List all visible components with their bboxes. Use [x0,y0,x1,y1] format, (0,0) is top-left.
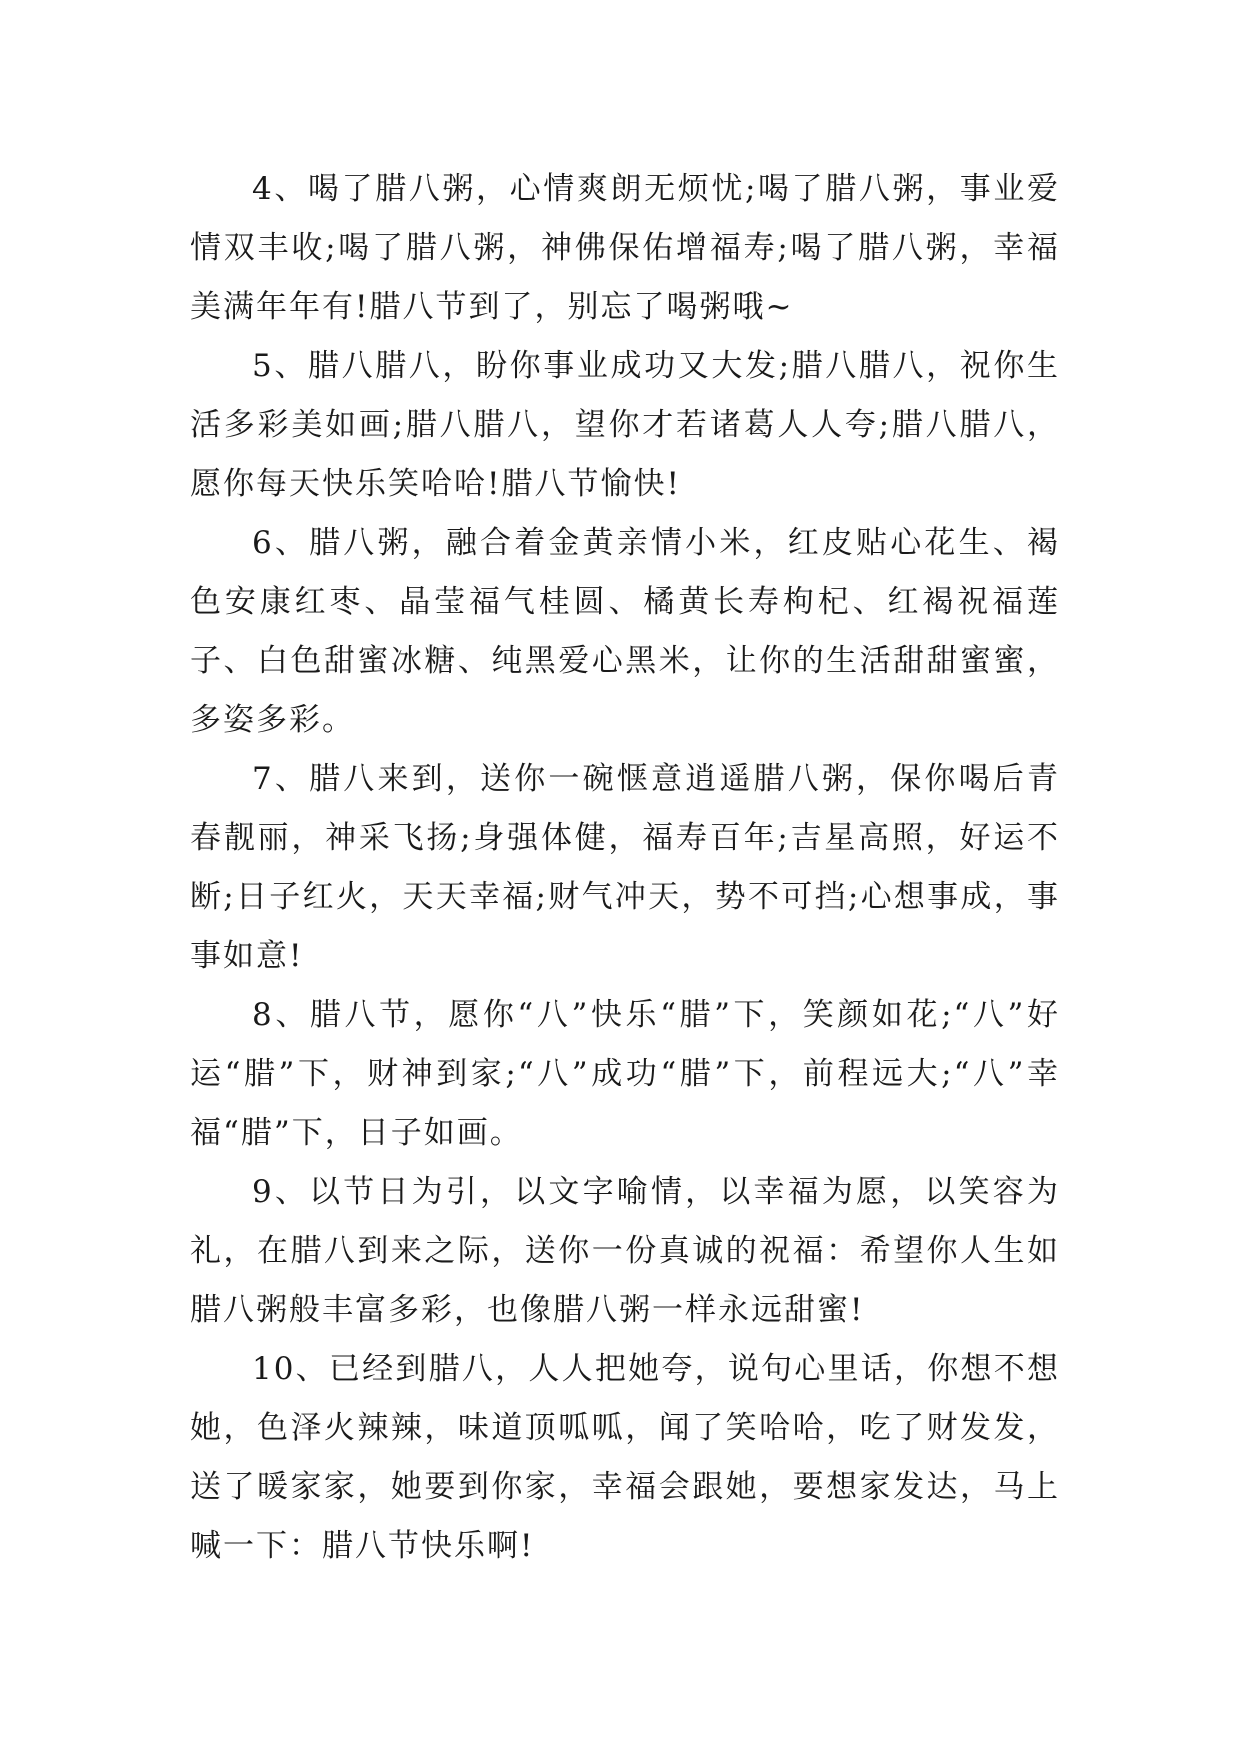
paragraph-10: 10、已经到腊八，人人把她夸，说句心里话，你想不想她，色泽火辣辣，味道顶呱呱，闻了笑哈哈，吃了财发发，送了暖家家，她要到你家，幸福会跟她，要想家发达，马上喊一下：腊八节快乐啊! [190,1351,1060,1564]
paragraph-9: 9、以节日为引，以文字喻情，以幸福为愿，以笑容为礼，在腊八到来之际，送你一份真诚的祝福：希望你人生如腊八粥般丰富多彩，也像腊八粥一样永远甜蜜! [190,1174,1060,1328]
paragraph-5: 5、腊八腊八，盼你事业成功又大发;腊八腊八，祝你生活多彩美如画;腊八腊八，望你才若诸葛人人夸;腊八腊八，愿你每天快乐笑哈哈!腊八节愉快! [190,348,1060,502]
paragraph-4: 4、喝了腊八粥，心情爽朗无烦忧;喝了腊八粥，事业爱情双丰收;喝了腊八粥，神佛保佑增福寿;喝了腊八粥，幸福美满年年有!腊八节到了，别忘了喝粥哦~ [190,171,1060,325]
paragraph-8: 8、腊八节，愿你“八”快乐“腊”下，笑颜如花;“八”好运“腊”下，财神到家;“八”成功“腊”下，前程远大;“八”幸福“腊”下，日子如画。 [190,997,1060,1151]
paragraph-6: 6、腊八粥，融合着金黄亲情小米，红皮贴心花生、褐色安康红枣、晶莹福气桂圆、橘黄长寿枸杞、红褐祝福莲子、白色甜蜜冰糖、纯黑爱心黑米，让你的生活甜甜蜜蜜，多姿多彩。 [190,525,1060,738]
document-body [190,160,1060,1576]
paragraph-7: 7、腊八来到，送你一碗惬意逍遥腊八粥，保你喝后青春靓丽，神采飞扬;身强体健，福寿百年;吉星高照，好运不断;日子红火，天天幸福;财气冲天，势不可挡;心想事成，事事如意! [190,761,1060,974]
